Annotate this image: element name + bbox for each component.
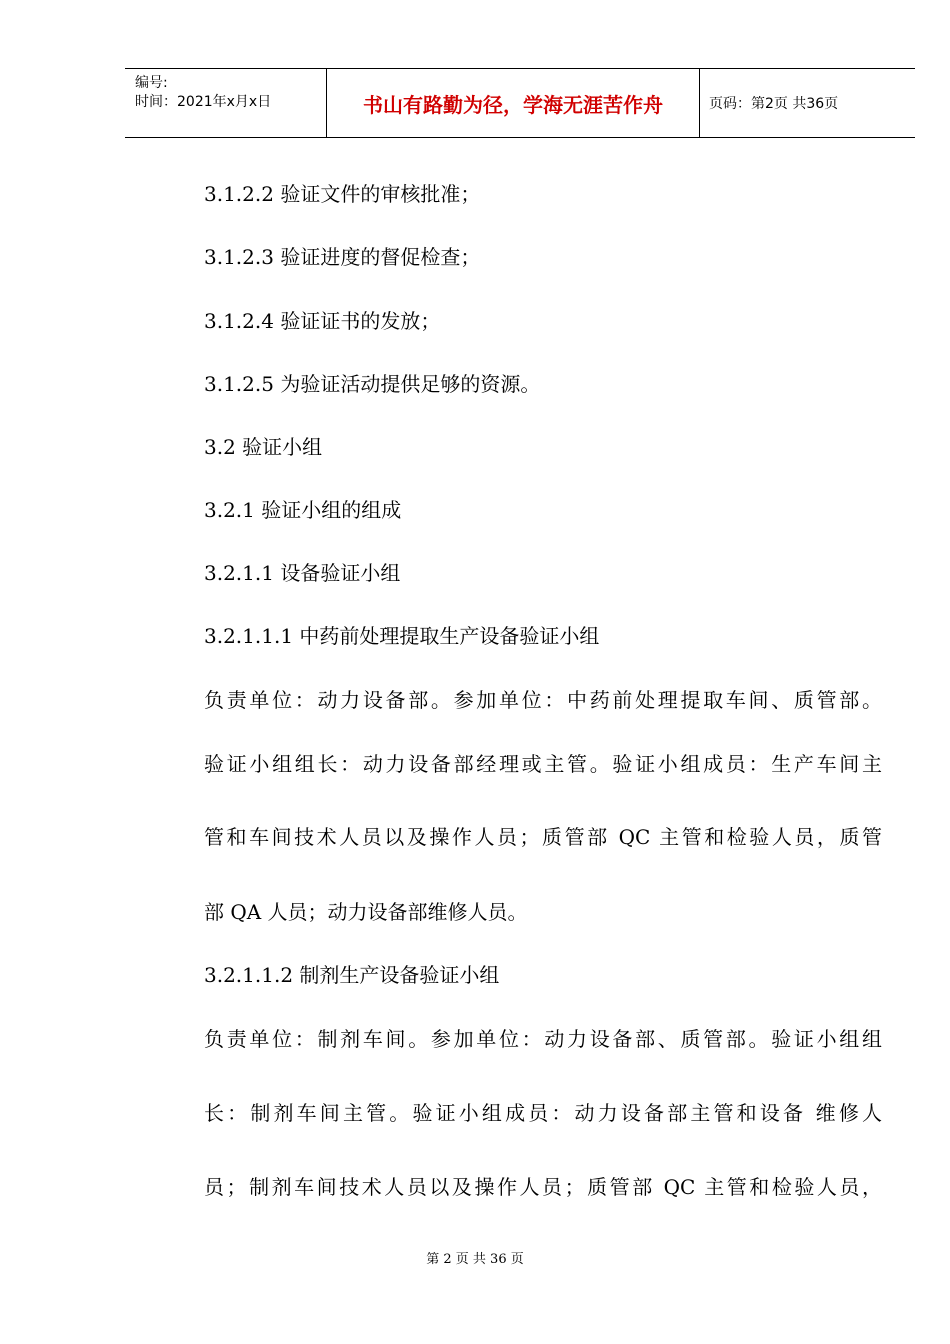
text-line: 员；制剂车间技术人员以及操作人员；质管部 QC 主管和检验人员， <box>204 1175 882 1199</box>
text-line: 管和车间技术人员以及操作人员；质管部 QC 主管和检验人员，质管 <box>204 825 882 849</box>
text-line: 负责单位：制剂车间。参加单位：动力设备部、质管部。验证小组组 <box>204 1027 882 1051</box>
number-label: 编号: <box>135 75 168 91</box>
section-heading: 3.2 验证小组 <box>204 435 323 459</box>
text-line: 验证小组组长：动力设备部经理或主管。验证小组成员：生产车间主 <box>204 752 882 776</box>
text-line: 3.1.2.5 为验证活动提供足够的资源。 <box>204 372 541 396</box>
time-label: 时间：2021年x月x日 <box>135 94 272 110</box>
page-label: 页码：第2页 共36页 <box>709 96 839 112</box>
header-motto-cell <box>327 69 700 137</box>
page-footer <box>0 1248 950 1267</box>
text-line: 3.2.1.1 设备验证小组 <box>204 561 401 585</box>
text-line: 长：制剂车间主管。验证小组成员：动力设备部主管和设备 维修人 <box>204 1101 882 1125</box>
motto-text: 书山有路勤为径，学海无涯苦作舟 <box>363 92 663 117</box>
header-page-cell <box>699 69 915 137</box>
text-line: 3.1.2.4 验证证书的发放； <box>204 309 441 333</box>
text-line: 3.1.2.3 验证进度的督促检查； <box>204 245 481 269</box>
page-header <box>125 68 915 138</box>
footer-page-number: 第 2 页 共 36 页 <box>426 1252 524 1267</box>
text-line: 3.2.1.1.1 中药前处理提取生产设备验证小组 <box>204 624 600 648</box>
header-meta <box>125 69 327 137</box>
text-line: 3.1.2.2 验证文件的审核批准； <box>204 182 481 206</box>
text-line: 3.2.1.1.2 制剂生产设备验证小组 <box>204 963 500 987</box>
text-line: 3.2.1 验证小组的组成 <box>204 498 402 522</box>
text-line: 负责单位：动力设备部。参加单位：中药前处理提取车间、质管部。 <box>204 688 882 712</box>
text-line: 部 QA 人员；动力设备部维修人员。 <box>204 900 528 924</box>
